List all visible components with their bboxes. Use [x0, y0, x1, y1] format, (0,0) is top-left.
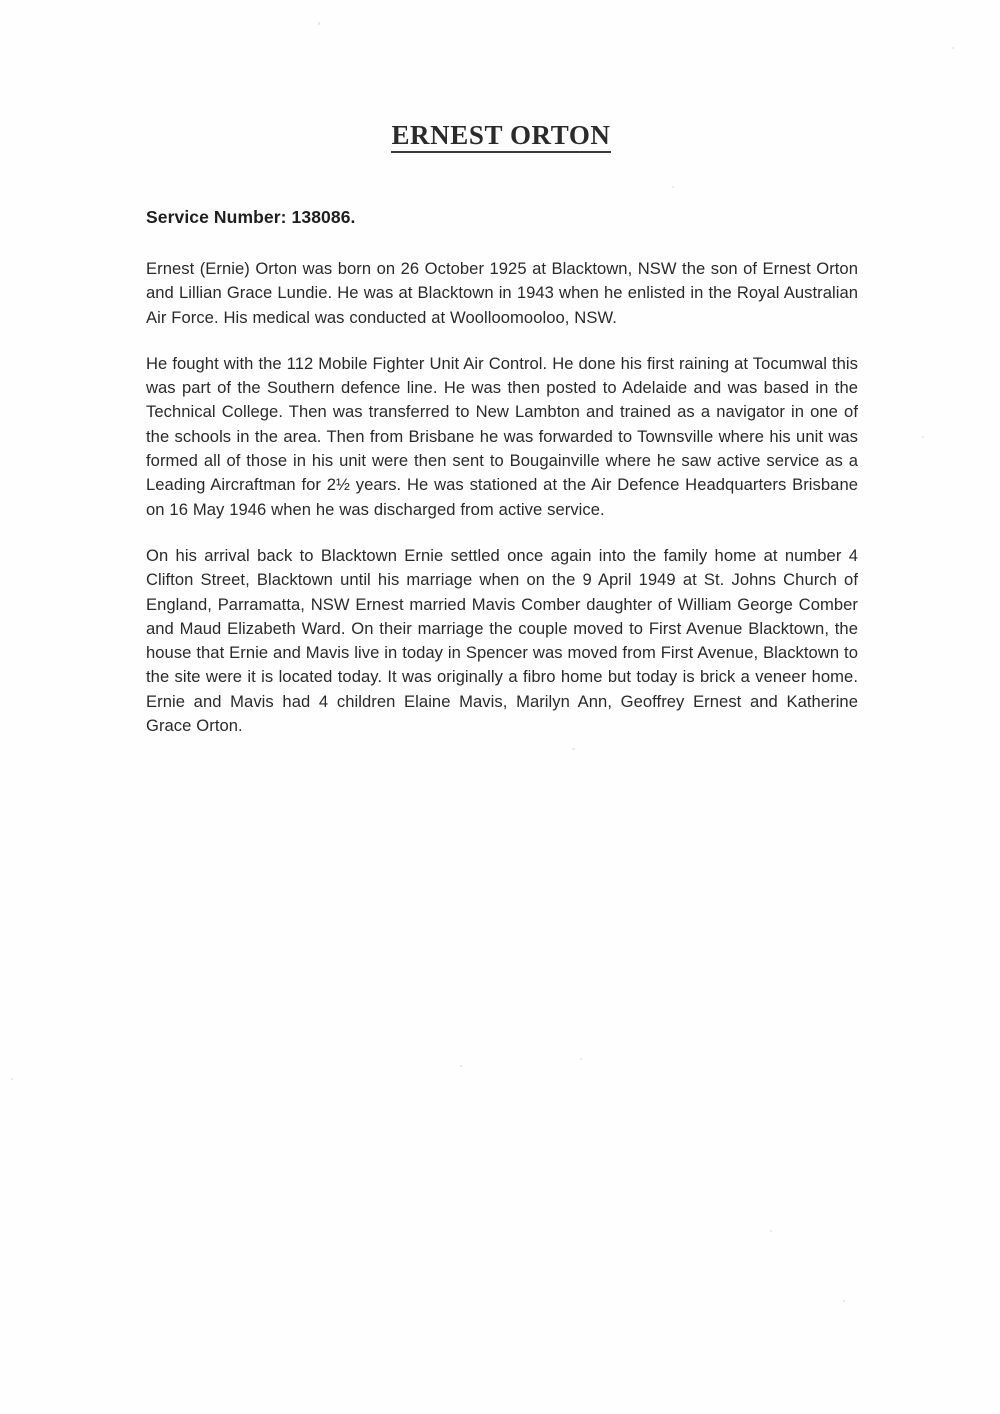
paragraph-postwar-life: On his arrival back to Blacktown Ernie settled once again into the family home at number 4 Clifton Street, Blacktown until his marriage when on the 9 April 1949 at St. Johns Church of England, Parramatta, NSW Ernest married Mavis Comber daughter of William George Comber and Maud Elizabeth Ward. On their marriage the couple moved to First Avenue Blacktown, the house that Ernie and Mavis live in today in Spencer was moved from First Avenue, Blacktown to the site were it is located today. It was originally a fibro home but today is brick a veneer home. Ernie and Mavis had 4 children Elaine Mavis, Marilyn Ann, Geoffrey Ernest and Katherine Grace Orton. [146, 545, 858, 736]
page-title [146, 120, 856, 153]
paragraph-war-service: He fought with the 112 Mobile Fighter Unit Air Control. He done his first raining at Tocumwal this was part of the Southern defence line. He was then posted to Adelaide and was based in the Technical College. Then was transferred to New Lambton and trained as a navigator in one of the schools in the area. Then from Brisbane he was forwarded to Townsville where his unit was formed all of those in his unit were then sent to Bougainville where he saw active service as a Leading Aircraftman for 2½ years. He was stationed at the Air Defence Headquarters Brisbane on 16 May 1946 when he was discharged from active service. [146, 353, 858, 519]
service-number-line: Service Number: 138086. [146, 207, 356, 227]
paragraph-birth-and-enlistment: Ernest (Ernie) Orton was born on 26 October 1925 at Blacktown, NSW the son of Ernest Orton and Lillian Grace Lundie. He was at Blacktown in 1943 when he enlisted in the Royal Australian Air Force. His medical was conducted at Woolloomooloo, NSW. [146, 259, 858, 327]
body-text-block [146, 257, 858, 738]
page-title-text: ERNEST ORTON [391, 120, 610, 153]
